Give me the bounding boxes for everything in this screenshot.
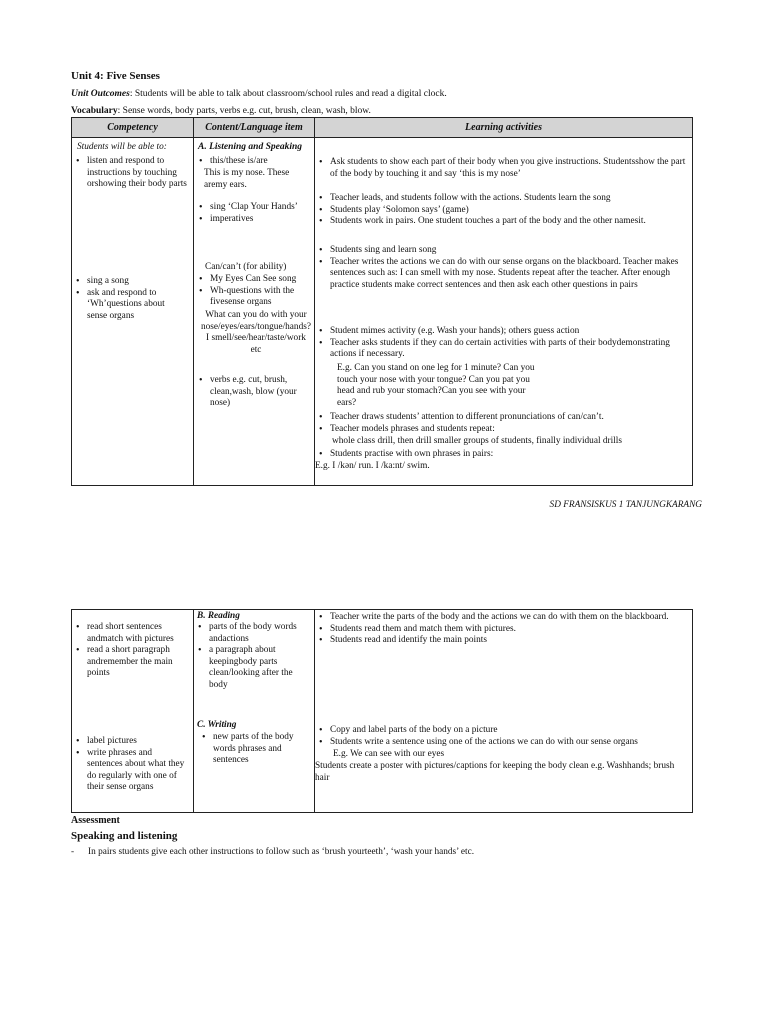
- list-item: • ask and respond to ‘Wh’questions about sense organs: [75, 288, 187, 323]
- list-item: • read a short paragraph andremember the main points: [75, 645, 187, 680]
- content-list: [198, 156, 308, 168]
- list-item: • Students read and identify the main points: [318, 635, 688, 647]
- activities-list: [318, 725, 690, 748]
- activities-list: [318, 612, 688, 647]
- list-item: • My Eyes Can See song: [198, 274, 308, 286]
- list-item: • Students work in pairs. One student touches a part of the body and the other namesit.: [318, 216, 688, 228]
- assessment-heading: Assessment: [71, 815, 120, 826]
- activities-list: [318, 326, 690, 361]
- list-item: • read short sentences andmatch with pictures: [75, 622, 187, 645]
- assessment-item: In pairs students give each other instructions to follow such as ‘brush yourteeth’, ‘wash your hands’ etc.: [88, 847, 475, 857]
- list-item: • listen and respond to instructions by touching orshowing their body parts: [75, 156, 187, 191]
- content-list: [197, 622, 307, 691]
- header-content: Content/Language item: [205, 122, 303, 133]
- vocabulary-text: : Sense words, body parts, verbs e.g. cut, brush, clean, wash, blow.: [117, 106, 371, 116]
- header-competency: Competency: [107, 122, 158, 133]
- list-item: • Students write a sentence using one of the actions we can do with our sense organs: [318, 737, 690, 749]
- list-item: • this/these is/are: [198, 156, 308, 168]
- list-item: • Ask students to show each part of their body when you give instructions. Studentsshow the part of the body by touching it and say ‘this is my nose’: [318, 157, 688, 180]
- activities-example: E.g. We can see with our eyes: [333, 749, 445, 759]
- content-example: This is my nose. These aremy ears.: [204, 168, 290, 190]
- content-list: [198, 274, 308, 309]
- content-list: [201, 732, 307, 767]
- school-name: SD FRANSISKUS 1 TANJUNGKARANG: [549, 500, 702, 510]
- activities-poster: Students create a poster with pictures/captions for keeping the body clean e.g. Washhands; brush hair: [315, 761, 675, 783]
- content-can-cant: Can/can’t (for ability): [205, 262, 287, 272]
- list-item: • Students play ‘Solomon says’ (game): [318, 205, 688, 217]
- content-heading-listening: A. Listening and Speaking: [198, 142, 302, 152]
- content-list: [198, 375, 308, 410]
- vocabulary-label: Vocabulary: [71, 106, 118, 116]
- list-item: • imperatives: [198, 214, 308, 226]
- list-item: • Students practise with own phrases in pairs:: [318, 449, 690, 461]
- list-item: • Teacher write the parts of the body and the actions we can do with them on the blackboard.: [318, 612, 688, 624]
- activities-example: E.g. Can you stand on one leg for 1 minute? Can you touch your nose with your tongue? Can you pat you head and rub your stomach?Can you see with your ears?: [337, 363, 535, 408]
- list-item: • Teacher leads, and students follow with the actions. Students learn the song: [318, 193, 688, 205]
- assessment-dash: -: [71, 847, 75, 857]
- activities-list: [318, 449, 690, 461]
- content-heading-reading: B. Reading: [197, 611, 240, 621]
- list-item: • Teacher models phrases and students repeat:: [318, 424, 690, 436]
- list-item: • Teacher writes the actions we can do with our sense organs on the blackboard. Teacher makes sentences such as: I can smell with my nose. Students repeat after the teacher. After enough practice students make correct sentences and then ask each other questions in pairs: [318, 257, 690, 292]
- outcomes-text: : Students will be able to talk about classroom/school rules and read a digital clock.: [129, 89, 447, 99]
- column-divider: [314, 117, 315, 486]
- list-item: • write phrases and sentences about what they do regularly with one of their sense organs: [75, 748, 187, 794]
- list-item: • new parts of the body words phrases and sentences: [201, 732, 307, 767]
- competency-list: [75, 156, 187, 191]
- list-item: • label pictures: [75, 736, 187, 748]
- list-item: • a paragraph about keepingbody parts clean/looking after the body: [197, 645, 307, 691]
- list-item: • verbs e.g. cut, brush, clean,wash, blow (your nose): [198, 375, 308, 410]
- competency-list: [75, 736, 187, 794]
- list-item: • sing ‘Clap Your Hands’: [198, 202, 308, 214]
- list-item: • Students sing and learn song: [318, 245, 690, 257]
- activities-list: [318, 193, 688, 228]
- column-divider: [193, 609, 194, 813]
- competency-intro: Students will be able to:: [77, 142, 167, 152]
- activities-list: [318, 157, 688, 180]
- competency-list: [75, 622, 187, 680]
- activities-list: [318, 412, 690, 435]
- list-item: • parts of the body words andactions: [197, 622, 307, 645]
- column-divider: [193, 117, 194, 486]
- content-wh-example: What can you do with your nose/eyes/ears/tongue/hands? I smell/see/hear/taste/work etc: [201, 310, 311, 355]
- activities-drill: whole class drill, then drill smaller groups of students, finally individual drills: [332, 436, 622, 446]
- competency-list: [75, 276, 187, 322]
- activities-list: [318, 245, 690, 291]
- vocabulary-line: [71, 105, 711, 117]
- list-item: • Wh-questions with the fivesense organs: [198, 286, 308, 309]
- unit-outcomes: [71, 88, 711, 100]
- list-item: • Copy and label parts of the body on a picture: [318, 725, 690, 737]
- list-item: • sing a song: [75, 276, 187, 288]
- speaking-listening-heading: Speaking and listening: [71, 830, 178, 842]
- content-list: [198, 202, 308, 225]
- content-heading-writing: C. Writing: [197, 720, 237, 730]
- header-divider: [71, 137, 693, 138]
- list-item: • Student mimes activity (e.g. Wash your hands); others guess action: [318, 326, 690, 338]
- header-activities: Learning activities: [465, 122, 542, 133]
- list-item: • Students read them and match them with pictures.: [318, 624, 688, 636]
- unit-title: Unit 4: Five Senses: [71, 70, 160, 82]
- list-item: • Teacher draws students’ attention to different pronunciations of can/can’t.: [318, 412, 690, 424]
- activities-phonetic: E.g. I /kǝn/ run. I /ka:nt/ swim.: [315, 461, 430, 471]
- list-item: • Teacher asks students if they can do certain activities with parts of their bodydemonstrating actions if necessary.: [318, 338, 690, 361]
- outcomes-label: Unit Outcomes: [71, 89, 130, 99]
